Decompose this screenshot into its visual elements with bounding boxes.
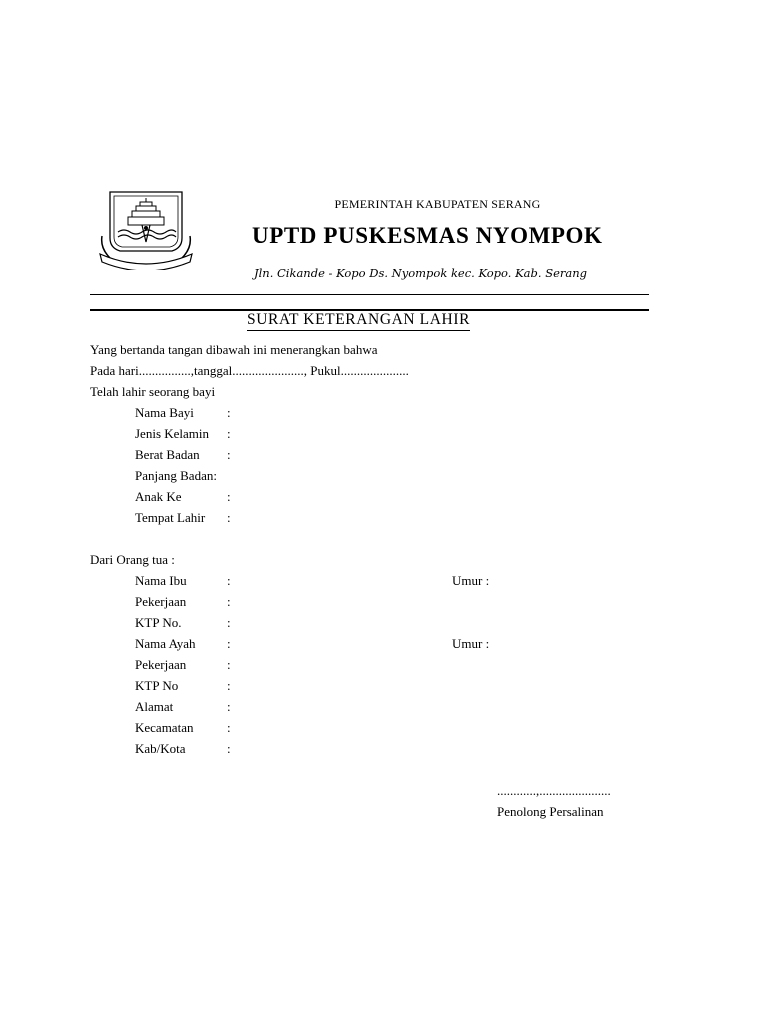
field-colon: :	[227, 447, 231, 462]
field-label-nama-ayah: Nama Ayah	[135, 636, 196, 651]
field-colon: :	[227, 405, 231, 420]
field-label-pekerjaan-ibu: Pekerjaan	[135, 594, 187, 609]
field-colon: :	[227, 657, 231, 672]
field-colon: :	[227, 699, 231, 714]
signature-role: Penolong Persalinan	[497, 804, 604, 819]
field-colon: :	[227, 678, 231, 693]
field-colon: :	[227, 636, 231, 651]
field-label-ktp-ibu: KTP No.	[135, 615, 182, 630]
field-colon: :	[227, 489, 231, 504]
parents-heading: Dari Orang tua :	[90, 552, 175, 567]
field-colon: :	[227, 510, 231, 525]
field-colon: :	[227, 573, 231, 588]
government-name: PEMERINTAH KABUPATEN SERANG	[334, 197, 541, 211]
field-colon: :	[227, 426, 231, 441]
intro-text: Yang bertanda tangan dibawah ini menerangkan bahwa	[90, 342, 378, 357]
header-divider-thin	[90, 294, 649, 295]
field-label-alamat: Alamat	[135, 699, 174, 714]
field-label-tempat-lahir: Tempat Lahir	[135, 510, 206, 525]
field-colon: :	[227, 594, 231, 609]
field-colon: :	[227, 741, 231, 756]
field-colon: :	[227, 615, 231, 630]
institution-title: UPTD PUSKESMAS NYOMPOK	[252, 223, 603, 248]
born-line: Telah lahir seorang bayi	[90, 384, 216, 399]
document-title: SURAT KETERANGAN LAHIR	[247, 310, 470, 331]
field-label-nama-ibu: Nama Ibu	[135, 573, 187, 588]
field-label-berat-badan: Berat Badan	[135, 447, 200, 462]
kabupaten-serang-emblem	[96, 188, 196, 270]
field-label-jenis-kelamin: Jenis Kelamin	[135, 426, 210, 441]
umur-ayah-label: Umur :	[452, 636, 490, 651]
field-label-ktp-ayah: KTP No	[135, 678, 179, 693]
field-label-kecamatan: Kecamatan	[135, 720, 194, 735]
field-colon: :	[227, 720, 231, 735]
field-label-panjang-badan: Panjang Badan:	[135, 468, 217, 483]
field-label-anak-ke: Anak Ke	[135, 489, 182, 504]
date-line: Pada hari................,tanggal......................, Pukul.....................	[90, 363, 409, 378]
umur-ibu-label: Umur :	[452, 573, 490, 588]
signature-place-date: ............,......................	[497, 783, 611, 798]
institution-address: Jln. Cikande - Kopo Ds. Nyompok kec. Kopo. Kab. Serang	[254, 266, 588, 280]
field-label-nama-bayi: Nama Bayi	[135, 405, 194, 420]
field-label-kab-kota: Kab/Kota	[135, 741, 186, 756]
field-label-pekerjaan-ayah: Pekerjaan	[135, 657, 187, 672]
